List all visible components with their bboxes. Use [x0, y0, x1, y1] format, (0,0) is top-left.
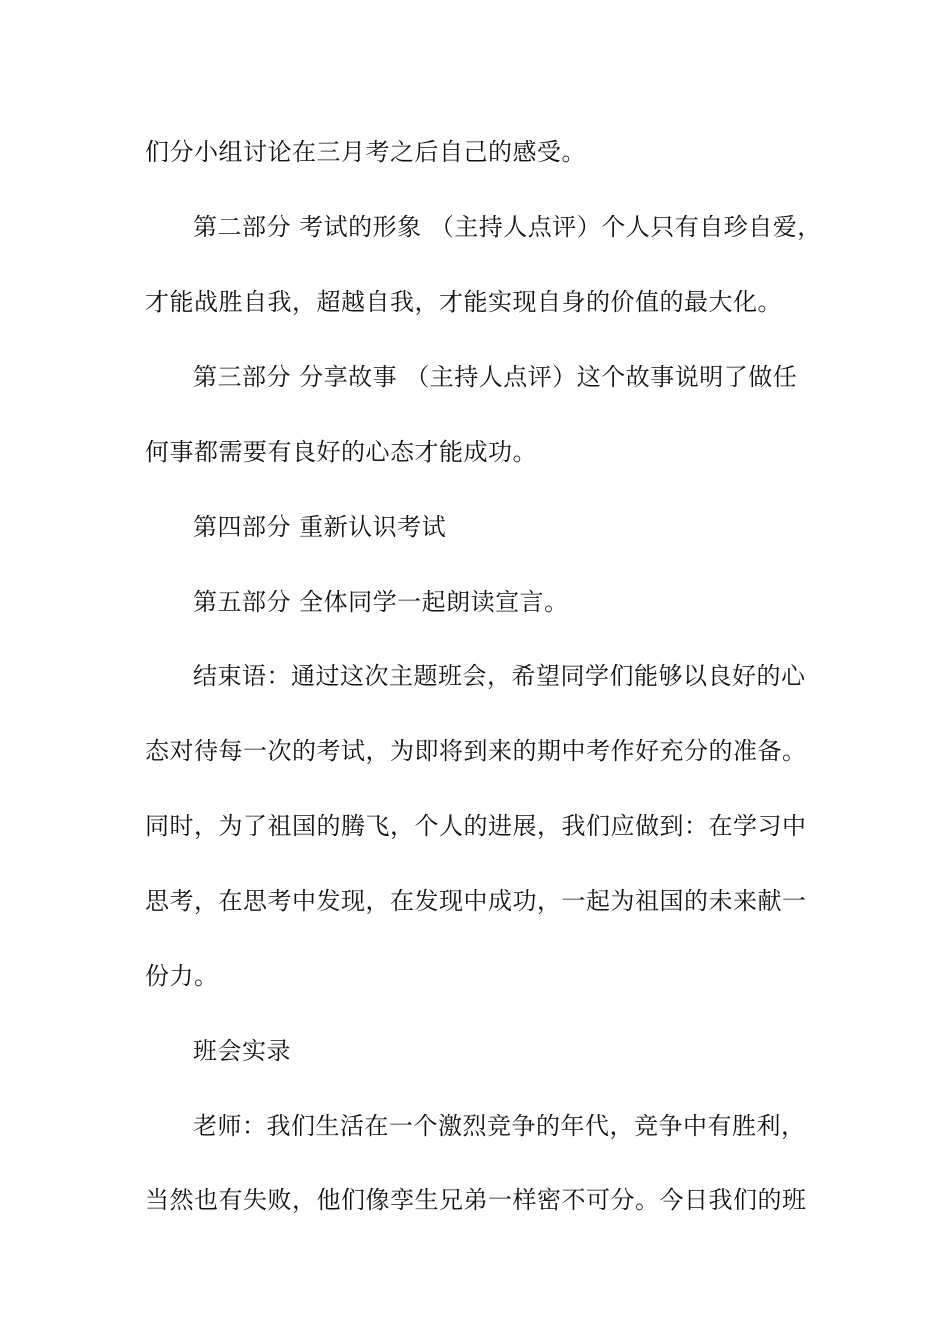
- paragraph-conclusion: 结束语：通过这次主题班会，希望同学们能够以良好的心: [193, 662, 806, 690]
- paragraph-part-two: 第二部分 考试的形象 （主持人点评）个人只有自珍自爱，: [193, 213, 822, 241]
- paragraph-part-three: 第三部分 分享故事 （主持人点评）这个故事说明了做任: [193, 363, 798, 391]
- text-line: 思考，在思考中发现，在发现中成功，一起为祖国的未来献一: [145, 887, 807, 915]
- text-line: 同时，为了祖国的腾飞，个人的进展，我们应做到：在学习中: [145, 812, 807, 840]
- text-line: 才能战胜自我，超越自我，才能实现自身的价值的最大化。: [145, 288, 782, 316]
- paragraph-part-four: 第四部分 重新认识考试: [193, 513, 447, 541]
- text-line: 态对待每一次的考试，为即将到来的期中考作好充分的准备。: [145, 737, 807, 765]
- paragraph-part-five: 第五部分 全体同学一起朗读宣言。: [193, 588, 569, 616]
- section-heading-meeting-record: 班会实录: [193, 1037, 291, 1065]
- text-line: 份力。: [145, 962, 219, 990]
- text-line: 何事都需要有良好的心态才能成功。: [145, 438, 537, 466]
- paragraph-teacher: 老师：我们生活在一个激烈竞争的年代，竞争中有胜利，: [193, 1112, 806, 1140]
- text-line: 当然也有失败，他们像孪生兄弟一样密不可分。今日我们的班: [145, 1186, 807, 1214]
- text-line: 们分小组讨论在三月考之后自己的感受。: [145, 138, 586, 166]
